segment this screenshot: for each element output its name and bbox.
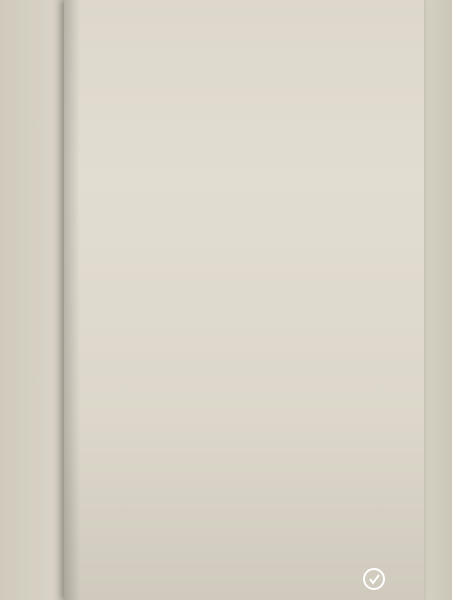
gutter-shadow (64, 0, 80, 600)
book-page (64, 0, 424, 600)
logo-circle-icon (364, 569, 384, 589)
logo-check-icon (370, 575, 379, 583)
left-facing-page (0, 0, 74, 600)
bazar-logo (362, 556, 452, 600)
